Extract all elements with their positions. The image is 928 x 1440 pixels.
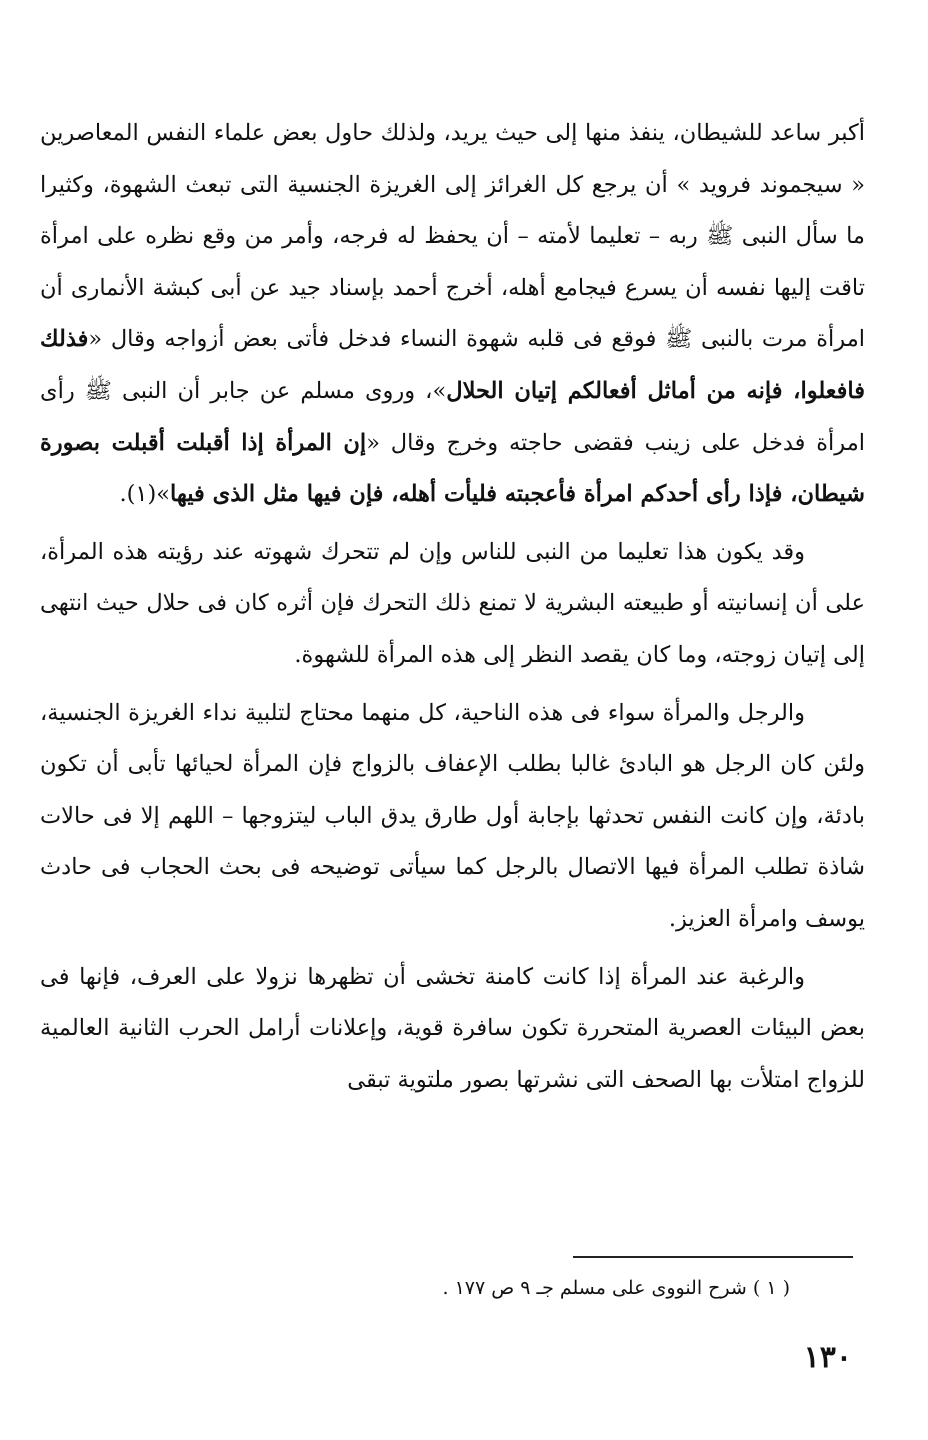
paragraph-3: والرجل والمرأة سواء فى هذه الناحية، كل منهما محتاج لتلبية نداء الغريزة الجنسية، ولئن كان الرجل هو البادئ غالبا بطلب الإعفاف بالزواج فإن المرأة لحيائها تأبى أن تكون بادئة، وإن كانت النفس تحدثها بإجابة أول طارق يدق الباب ليتزوجها – اللهم إلا فى حالات شاذة تطلب المرأة فيها الاتصال بالرجل كما سيأتى توضيحه فى بحث الحجاب فى حادث يوسف وامرأة العزيز. <box>40 699 865 932</box>
paragraph-1: أكبر ساعد للشيطان، ينفذ منها إلى حيث يريد، ولذلك حاول بعض علماء النفس المعاصرين « سيجموند فرويد » أن يرجع كل الغرائز إلى الغريزة الجنسية التى تبعث الشهوة، وكثيرا ما سأل النبى ﷺ ربه – تعليما لأمته – أن يحفظ له فرجه، وأمر من وقع نظره على امرأة تاقت إليها نفسه أن يسرع فيجامع أهله، أخرج أحمد بإسناد جيد عن أبى كبشة الأنمارى أن امرأة مرت بالنبى ﷺ فوقع فى قلبه شهوة النساء فدخل فأتى بعض أزواجه وقال «فذلك فافعلوا، فإنه من أماثل أفعالكم إتيان الحلال»، وروى مسلم عن جابر أن النبى ﷺ رأى امرأة فدخل على زينب فقضى حاجته وخرج وقال «إن المرأة إذا أقبلت أقبلت بصورة شيطان، فإذا رأى أحدكم امرأة فأعجبته فليأت أهله، فإن فيها مثل الذى فيها»(١). <box>40 120 866 508</box>
footnote: ( ١ ) شرح النووى على مسلم جـ ٩ ص ١٧٧ . <box>442 1277 790 1299</box>
hadith-quote: إن المرأة إذا أقبلت أقبلت بصورة شيطان، فإذا رأى أحدكم امرأة فأعجبته فليأت أهله، فإن فيها مثل الذى فيها <box>40 429 865 508</box>
footnote-separator <box>573 1256 853 1258</box>
paragraph-2: وقد يكون هذا تعليما من النبى للناس وإن لم تتحرك شهوته عند رؤيته هذه المرأة، على أن إنسانيته أو طبيعته البشرية لا تمنع ذلك التحرك فإن أثره كان فى حلال حيث انتهى إلى إتيان زوجته، وما كان يقصد النظر إلى هذه المرأة للشهوة. <box>40 538 865 668</box>
paragraph-4: والرغبة عند المرأة إذا كانت كامنة تخشى أن تظهرها نزولا على العرف، فإنها فى بعض البيئات العصرية المتحررة تكون سافرة قوية، وإعلانات أرامل الحرب الثانية العالمية للزواج امتلأت بها الصحف التى نشرتها بصور ملتوية تبقى <box>40 963 865 1093</box>
hadith-quote: فذلك فافعلوا، فإنه من أماثل أفعالكم إتيان الحلال <box>40 326 865 404</box>
main-text <box>40 108 865 1106</box>
page-number: ١٣٠ <box>803 1340 852 1375</box>
